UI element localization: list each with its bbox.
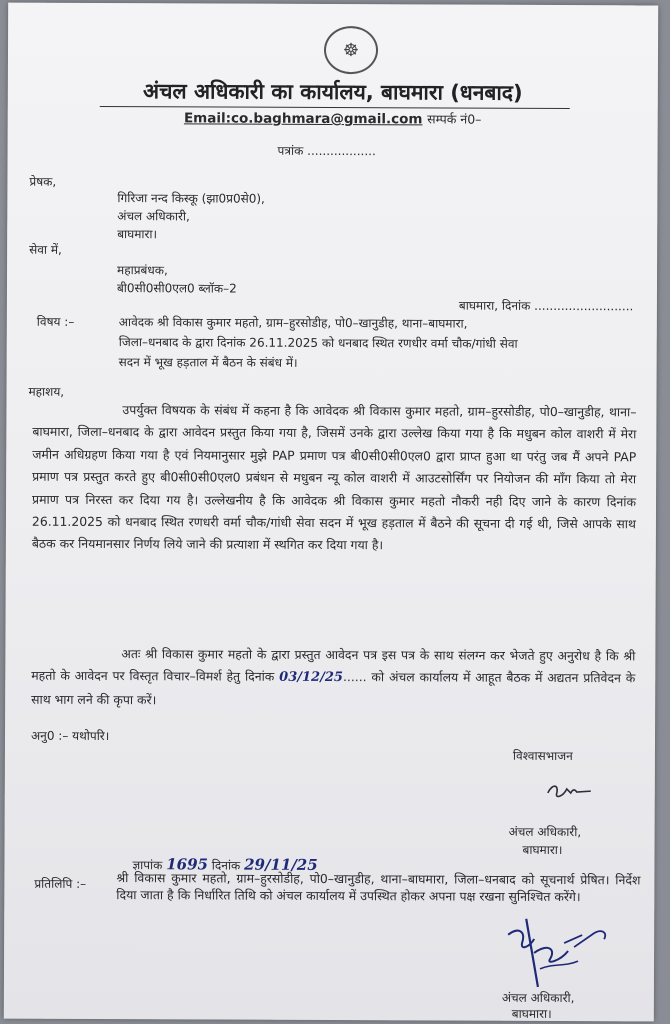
- final-signature: [504, 913, 624, 994]
- letter-page: [4, 3, 658, 1022]
- state-emblem-icon: ☸: [324, 26, 378, 74]
- recipient-label: सेवा में,: [29, 242, 62, 257]
- contact-line: [8, 109, 658, 129]
- recipient-designation: महाप्रबंधक,: [117, 263, 168, 278]
- final-signature-place: बाघमारा।: [511, 1006, 552, 1021]
- subject-line-2: जिला–धनबाद के द्वारा दिनांक 26.11.2025 को धनबाद स्थित रणधीर वर्मा चौक/गांधी सेवा: [118, 335, 518, 351]
- sender-designation: अंचल अधिकारी,: [117, 209, 190, 224]
- paragraph-2-suffix: को अंचल कार्यालय में आहूत बैठक में अद्यतन प्रतिवेदन के साथ भाग लने की कृपा करें।: [31, 669, 636, 708]
- memo-date-handwritten: 29/11/25: [244, 855, 318, 874]
- copy-text: श्री विकास कुमार महतो, ग्राम–हुरसोडीह, पो0–खानुडीह, थाना–बाघमारा, जिला–धनबाद को सूचनार्थ प्रेषित। निर्देश दिया जाता है कि निर्धारित तिथि को अंचल कार्यालय में उपस्थित होकर अपना पक्ष रखना सुनिश्चित करेंगे।: [116, 870, 641, 905]
- enclosure-note: अनु0 :– यथोपरि।: [30, 728, 110, 744]
- paragraph-2-prefix: अतः श्री विकास कुमार महतो के द्वारा प्रस्तुत आवेदन पत्र इस पत्र के साथ संलग्न कर भेजते हुए अनुरोध है कि श्री महतो के आवेदन पर विस्तृत विचार–विमर्श हेतु दिनांक: [31, 646, 636, 685]
- body-paragraph-1: उपर्युक्त विषयक के संबंध में कहना है कि आवेदक श्री विकास कुमार महतो, ग्राम–हुरसोडीह, पो0–खानुडीह, थाना–बाघमारा, जिला–धनबाद के द्वारा आवेदन प्रस्तुत किया गया है, जिसमें उनके द्वारा उल्लेख किया गया है कि मधुबन कोल वाशरी में मेरा जमीन अधिग्रहण किया गया है एवं नियमानुसार मुझे PAP प्रमाण पत्र बी0सी0सी0एल0 द्वारा प्राप्त हुआ था परंतु जब मैं अपने PAP प्रमाण पत्र प्रस्तुत करते हुए बी0सी0सी0एल0 प्रबंधन से मधुबन न्यू कोल वाशरी में आउटसोर्सिंग पर नियोजन की मॉंग किया तो मेरा प्रमाण पत्र निरस्त कर दिया गय है। उल्लेखनीय है कि आवेदक श्री विकास कुमार महतो नौकरी नही दिए जाने के कारण दिनांक 26.11.2025 को धनबाद स्थित रणधरी वर्मा चौक/गांधी सेवा सदन में भूख हड़ताल में बैठने की सूचना दी गई थी, जिसे आपके साथ बैठक कर नियमानसार निर्णय लिये जाने की प्रत्याशा में स्थगित कर दिया गया है।: [31, 402, 637, 553]
- meeting-date-handwritten: 03/12/25: [279, 670, 343, 686]
- copy-label: प्रतिलिपि :–: [34, 876, 87, 891]
- office-title: अंचल अधिकारी का कार्यालय, बाघमारा (धनबाद): [143, 79, 523, 105]
- memo-date-label: दिनांक: [211, 858, 241, 873]
- sender-name: गिरिजा नन्द किस्कू (झा0प्र0से0),: [117, 191, 265, 206]
- recipient-office: बी0सी0सी0एल0 ब्लॉक–2: [116, 281, 237, 296]
- memo-number-handwritten: 1695: [166, 855, 209, 874]
- reference-number: पत्रांक ..................: [277, 143, 376, 159]
- officer-signature: [545, 779, 595, 801]
- signature-designation: अंचल अधिकारी,: [508, 824, 582, 840]
- subject-line-1: आवेदक श्री विकास कुमार महतो, ग्राम–हुरसोडीह, पो0–खानुडीह, थाना–बाघमारा,: [118, 315, 468, 331]
- body-paragraph-2: अतः श्री विकास कुमार महतो के द्वारा प्रस्तुत आवेदन पत्र इस पत्र के साथ संलग्न कर भेजते हुए अनुरोध है कि श्री महतो के आवेदन पर विस्तृत विचार–विमर्श हेतु दिनांक 03/12/25...... को अंचल कार्यालय में आहूत बैठक में अद्यतन प्रतिवेदन के साथ भाग लने की कृपा करें।: [31, 646, 636, 708]
- signature-place: बाघमारा।: [522, 842, 563, 858]
- sender-label: प्रेषक,: [29, 174, 57, 189]
- memo-number-label: ज्ञापांक: [132, 858, 163, 873]
- final-signature-designation: अंचल अधिकारी,: [501, 990, 575, 1006]
- subject-label: विषय :–: [36, 314, 75, 329]
- email-address: Email:co.baghmara@gmail.com: [183, 110, 423, 128]
- sender-place: बाघमारा।: [117, 227, 158, 242]
- closing-phrase: विश्वासभाजन: [512, 748, 573, 764]
- salutation: महाशय,: [28, 384, 65, 399]
- date-line: बाघमारा, दिनांक ..........................: [458, 298, 634, 314]
- subject-line-3: सदन में भूख हड़ताल में बैठन के संबंध में।: [118, 355, 298, 370]
- contact-number: सम्पर्क नं0–: [427, 111, 482, 127]
